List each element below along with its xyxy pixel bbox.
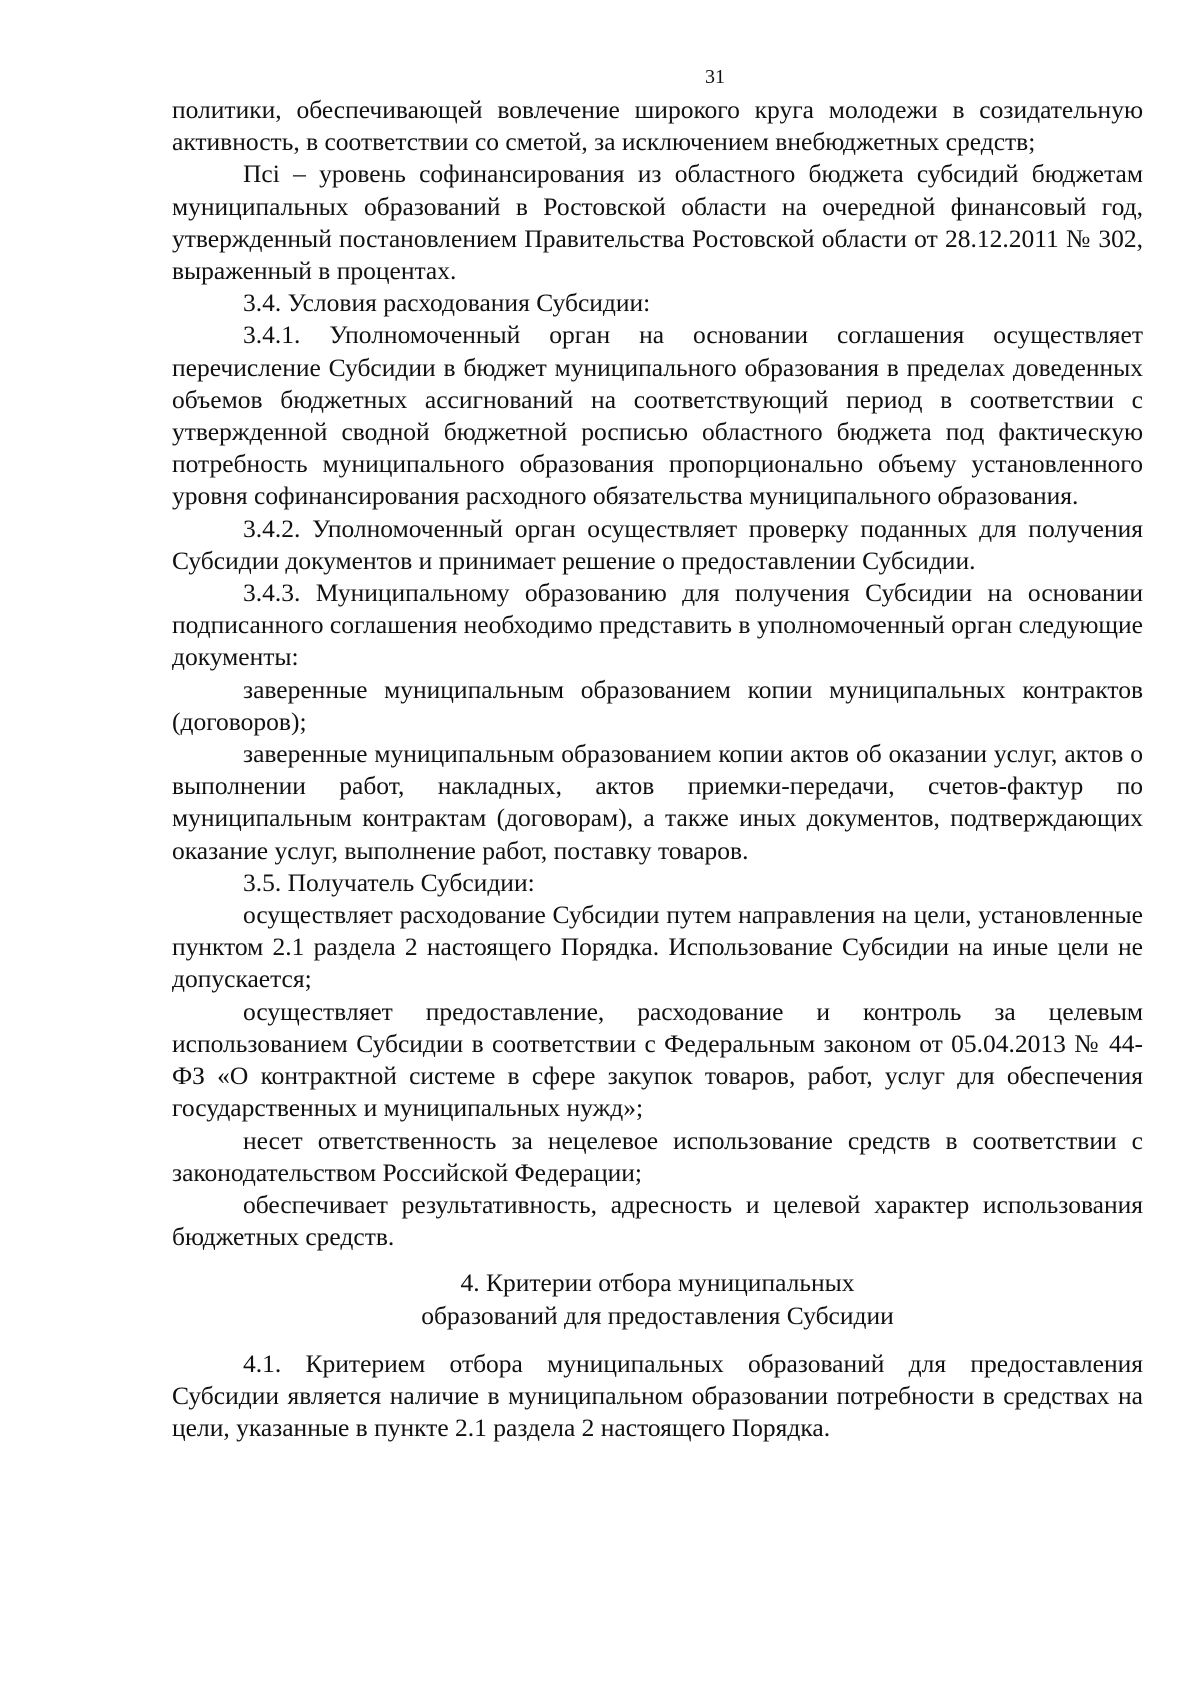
section-4-body: [172, 1348, 1143, 1445]
paragraph: политики, обеспечивающей вовлечение широкого круга молодежи в созидательную активность, в соответствии со сметой, за исключением внебюджетных средств;: [172, 95, 1143, 157]
page-number: 31: [705, 66, 725, 88]
paragraph: 3.4. Условия расходования Субсидии:: [243, 288, 651, 318]
paragraph: 3.4.1. Уполномоченный орган на основании соглашения осуществляет перечисление Субсидии в бюджет муниципального образования в пределах доведенных объемов бюджетных ассигнований на соответствующий период в соответствии с утвержденной сводной бюджетной росписью областного бюджета под фактическую потребность муниципального образования пропорционально объему установленного уровня софинансирования расходного обязательства муниципального образования.: [172, 320, 1143, 511]
section-heading-line: образований для предоставления Субсидии: [421, 1300, 894, 1330]
body-text-top: [172, 94, 1143, 1253]
paragraph: осуществляет предоставление, расходование и контроль за целевым использованием Субсидии в соответствии с Федеральным законом от 05.04.2013 № 44-ФЗ «О контрактной системе в сфере закупок товаров, работ, услуг для обеспечения государственных и муниципальных нужд»;: [172, 996, 1143, 1123]
paragraph: обеспечивает результативность, адресность и целевой характер использования бюджетных средств.: [172, 1189, 1143, 1252]
section-heading-line: 4. Критерии отбора муниципальных: [460, 1268, 855, 1298]
paragraph: 3.4.3. Муниципальному образованию для получения Субсидии на основании подписанного соглашения необходимо представить в уполномоченный орган следующие документы:: [172, 578, 1143, 672]
paragraph: осуществляет расходование Субсидии путем направления на цели, установленные пунктом 2.1 раздела 2 настоящего Порядка. Использование Субсидии на иные цели не допускается;: [172, 900, 1143, 994]
paragraph: 3.5. Получатель Субсидии:: [243, 867, 535, 897]
paragraph: Псi – уровень софинансирования из областного бюджета субсидий бюджетам муниципальных образований в Ростовской области на очередной финансовый год, утвержденный постановлением Правительства Ростовской области от 28.12.2011 № 302, выраженный в процентах.: [172, 159, 1143, 286]
paragraph: 4.1. Критерием отбора муниципальных образований для предоставления Субсидии является наличие в муниципальном образовании потребности в средствах на цели, указанные в пункте 2.1 раздела 2 настоящего Порядка.: [172, 1348, 1143, 1443]
paragraph: заверенные муниципальным образованием копии актов об оказании услуг, актов о выполнении работ, накладных, актов приемки-передачи, счетов-фактур по муниципальным контрактам (договорам), а также иных документов, подтверждающих оказание услуг, выполнение работ, поставку товаров.: [172, 739, 1143, 865]
paragraph: несет ответственность за нецелевое использование средств в соответствии с законодательством Российской Федерации;: [172, 1125, 1143, 1187]
paragraph: 3.4.2. Уполномоченный орган осуществляет проверку поданных для получения Субсидии документов и принимает решение о предоставлении Субсидии.: [172, 513, 1143, 575]
section-4-heading: [172, 1267, 1143, 1331]
paragraph: заверенные муниципальным образованием копии муниципальных контрактов (договоров);: [172, 674, 1143, 736]
